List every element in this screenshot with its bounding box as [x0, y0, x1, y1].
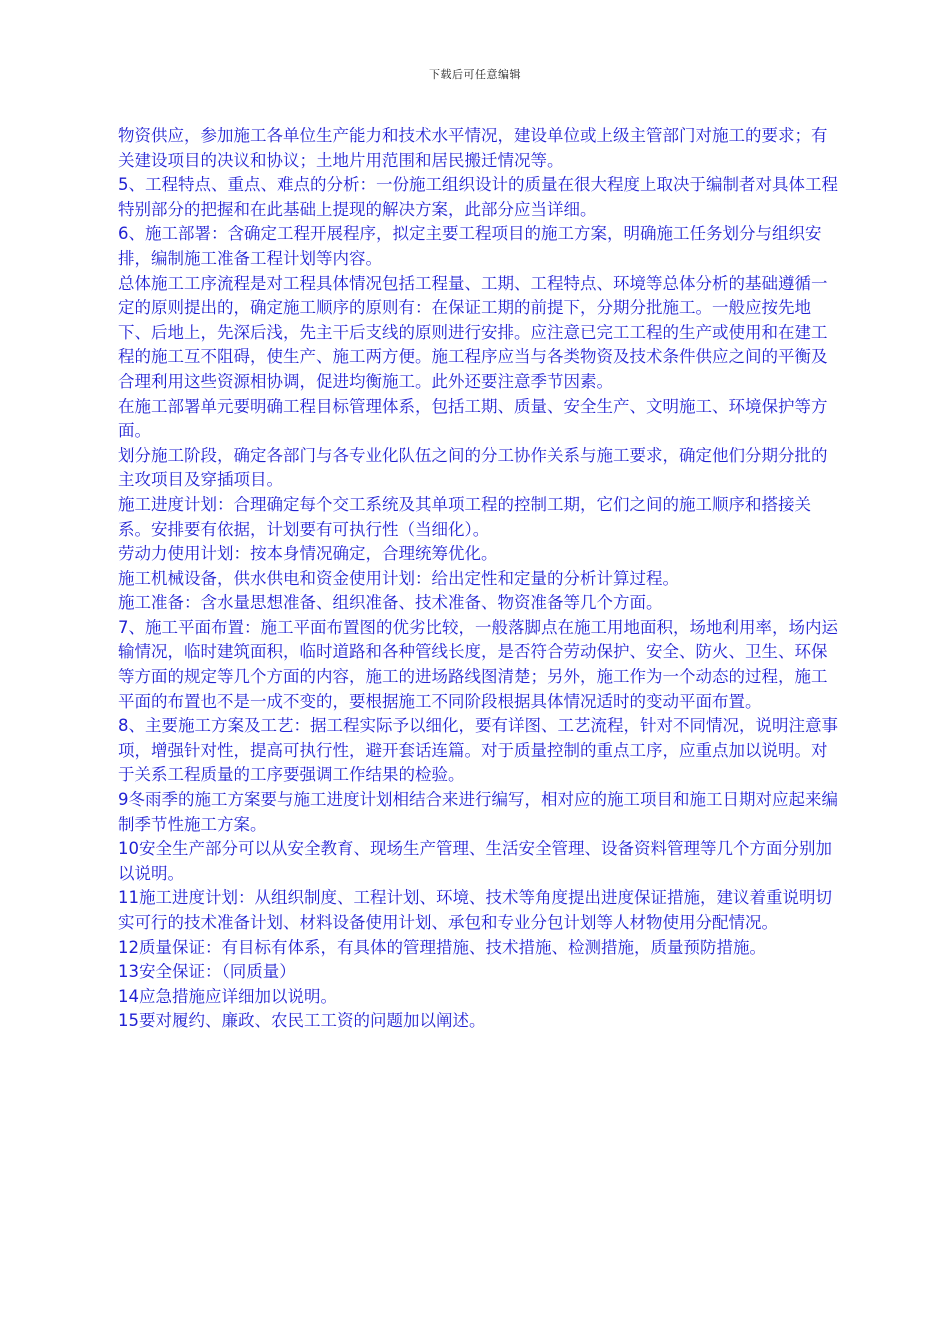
paragraph-section-12: 12质量保证：有目标有体系，有具体的管理措施、技术措施、检测措施，质量预防措施。: [118, 937, 766, 957]
paragraph-overall-process: 总体施工工序流程是对工程具体情况包括工程量、工期、工程特点、环境等总体分析的基础遵循一定的原则提出的，确定施工顺序的原则有：在保证工期的前提下，分期分批施工。一般应按先地下、后地上，先深后浅，先主干后支线的原则进行安排。应注意已完工工程的生产或使用和在建工程的施工互不阻碍，使生产、施工两方便。施工程序应当与各类物资及技术条件供应之间的平衡及合理利用这些资源相协调，促进均衡施工。此外还要注意季节因素。: [118, 273, 828, 391]
page-header: 下载后可任意编辑: [429, 68, 521, 81]
paragraph-section-13: 13安全保证：（同质量）: [118, 962, 296, 982]
paragraph-section-7: 7、施工平面布置：施工平面布置图的优劣比较，一般落脚点在施工用地面积，场地利用率，场内运输情况，临时建筑面积，临时道路和各种管线长度，是否符合劳动保护、安全、防火、卫生、环保等方面的规定等几个方面的内容，施工的进场路线图清楚；另外，施工作为一个动态的过程，施工平面的布置也不是一成不变的，要根据施工不同阶段根据具体情况适时的变动平面布置。: [118, 617, 838, 711]
paragraph-preparation: 施工准备：含水量思想准备、组织准备、技术准备、物资准备等几个方面。: [118, 593, 663, 613]
paragraph-section-11: 11施工进度计划：从组织制度、工程计划、环境、技术等角度提出进度保证措施，建议着重说明切实可行的技术准备计划、材料设备使用计划、承包和专业分包计划等人材物使用分配情况。: [118, 888, 832, 932]
paragraph-section-15: 15要对履约、廉政、农民工工资的问题加以阐述。: [118, 1011, 486, 1031]
paragraph-section-8: 8、主要施工方案及工艺：据工程实际予以细化，要有详图、工艺流程，针对不同情况，说明注意事项，增强针对性，提高可执行性，避开套话连篇。对于质量控制的重点工序，应重点加以说明。对于关系工程质量的工序要强调工作结果的检验。: [118, 716, 838, 785]
paragraph-section-10: 10安全生产部分可以从安全教育、现场生产管理、生活安全管理、设备资料管理等几个方面分别加以说明。: [118, 839, 832, 883]
paragraph-construction-stages: 划分施工阶段，确定各部门与各专业化队伍之间的分工协作关系与施工要求，确定他们分期分批的主攻项目及穿插项目。: [118, 445, 828, 490]
document-body: [118, 124, 840, 1034]
paragraph-target-management: 在施工部署单元要明确工程目标管理体系，包括工期、质量、安全生产、文明施工、环境保护等方面。: [118, 396, 828, 441]
paragraph-schedule-plan: 施工进度计划：合理确定每个交工系统及其单项工程的控制工期，它们之间的施工顺序和搭接关系。安排要有依据，计划要有可执行性（当细化）。: [118, 494, 811, 539]
paragraph-labor-plan: 劳动力使用计划：按本身情况确定，合理统筹优化。: [118, 544, 498, 564]
paragraph-section-5: 5、工程特点、重点、难点的分析：一份施工组织设计的质量在很大程度上取决于编制者对具体工程特别部分的把握和在此基础上提现的解决方案，此部分应当详细。: [118, 175, 838, 219]
paragraph-materials-supply: 物资供应，参加施工各单位生产能力和技术水平情况，建设单位或上级主管部门对施工的要求；有关建设项目的决议和协议；土地片用范围和居民搬迁情况等。: [118, 126, 828, 170]
paragraph-section-14: 14应急措施应详细加以说明。: [118, 986, 337, 1006]
paragraph-equipment-plan: 施工机械设备，供水供电和资金使用计划：给出定性和定量的分析计算过程。: [118, 568, 679, 588]
paragraph-section-6: 6、施工部署：含确定工程开展程序，拟定主要工程项目的施工方案，明确施工任务划分与组织安排，编制施工准备工程计划等内容。: [118, 224, 822, 268]
paragraph-section-9: 9冬雨季的施工方案要与施工进度计划相结合来进行编写，相对应的施工项目和施工日期对应起来编制季节性施工方案。: [118, 790, 838, 834]
